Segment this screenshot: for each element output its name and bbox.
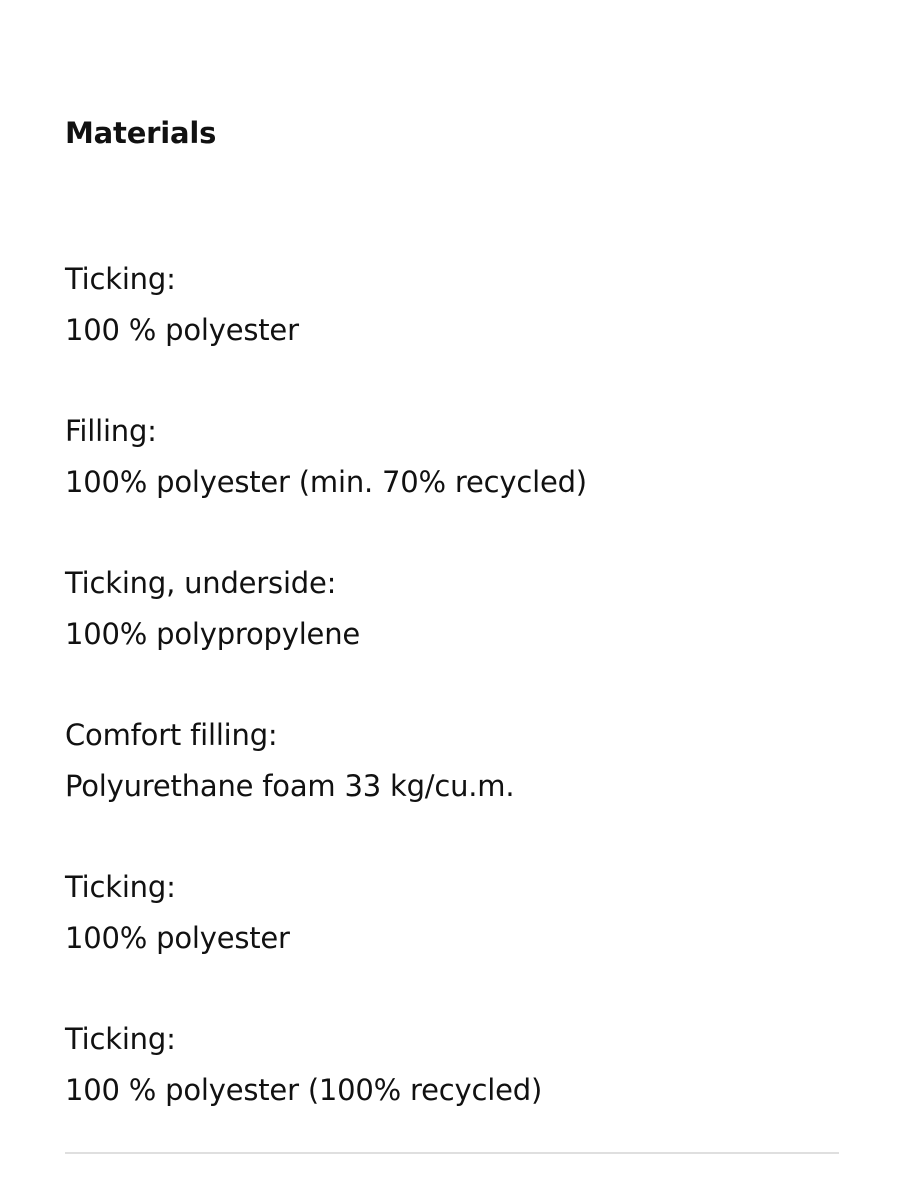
material-item-filling (65, 406, 840, 558)
material-value: 100% polyester (65, 921, 290, 955)
material-item-ticking-underside (65, 558, 840, 710)
materials-heading: Materials (65, 116, 217, 150)
material-value: 100% polyester (min. 70% recycled) (65, 465, 587, 499)
material-item-ticking (65, 254, 840, 406)
material-label: Ticking, underside: (65, 566, 337, 600)
material-label: Ticking: (65, 262, 176, 296)
materials-list (65, 254, 840, 1166)
material-item-comfort-filling (65, 710, 840, 862)
section-divider (65, 1152, 839, 1154)
material-label: Filling: (65, 414, 157, 448)
material-value: 100 % polyester (100% recycled) (65, 1073, 543, 1107)
material-value: 100 % polyester (65, 313, 299, 347)
material-item-ticking-2 (65, 862, 840, 1014)
material-value: Polyurethane foam 33 kg/cu.m. (65, 769, 515, 803)
material-label: Comfort filling: (65, 718, 278, 752)
material-label: Ticking: (65, 1022, 176, 1056)
material-label: Ticking: (65, 870, 176, 904)
material-item-ticking-3 (65, 1014, 840, 1166)
material-value: 100% polypropylene (65, 617, 361, 651)
